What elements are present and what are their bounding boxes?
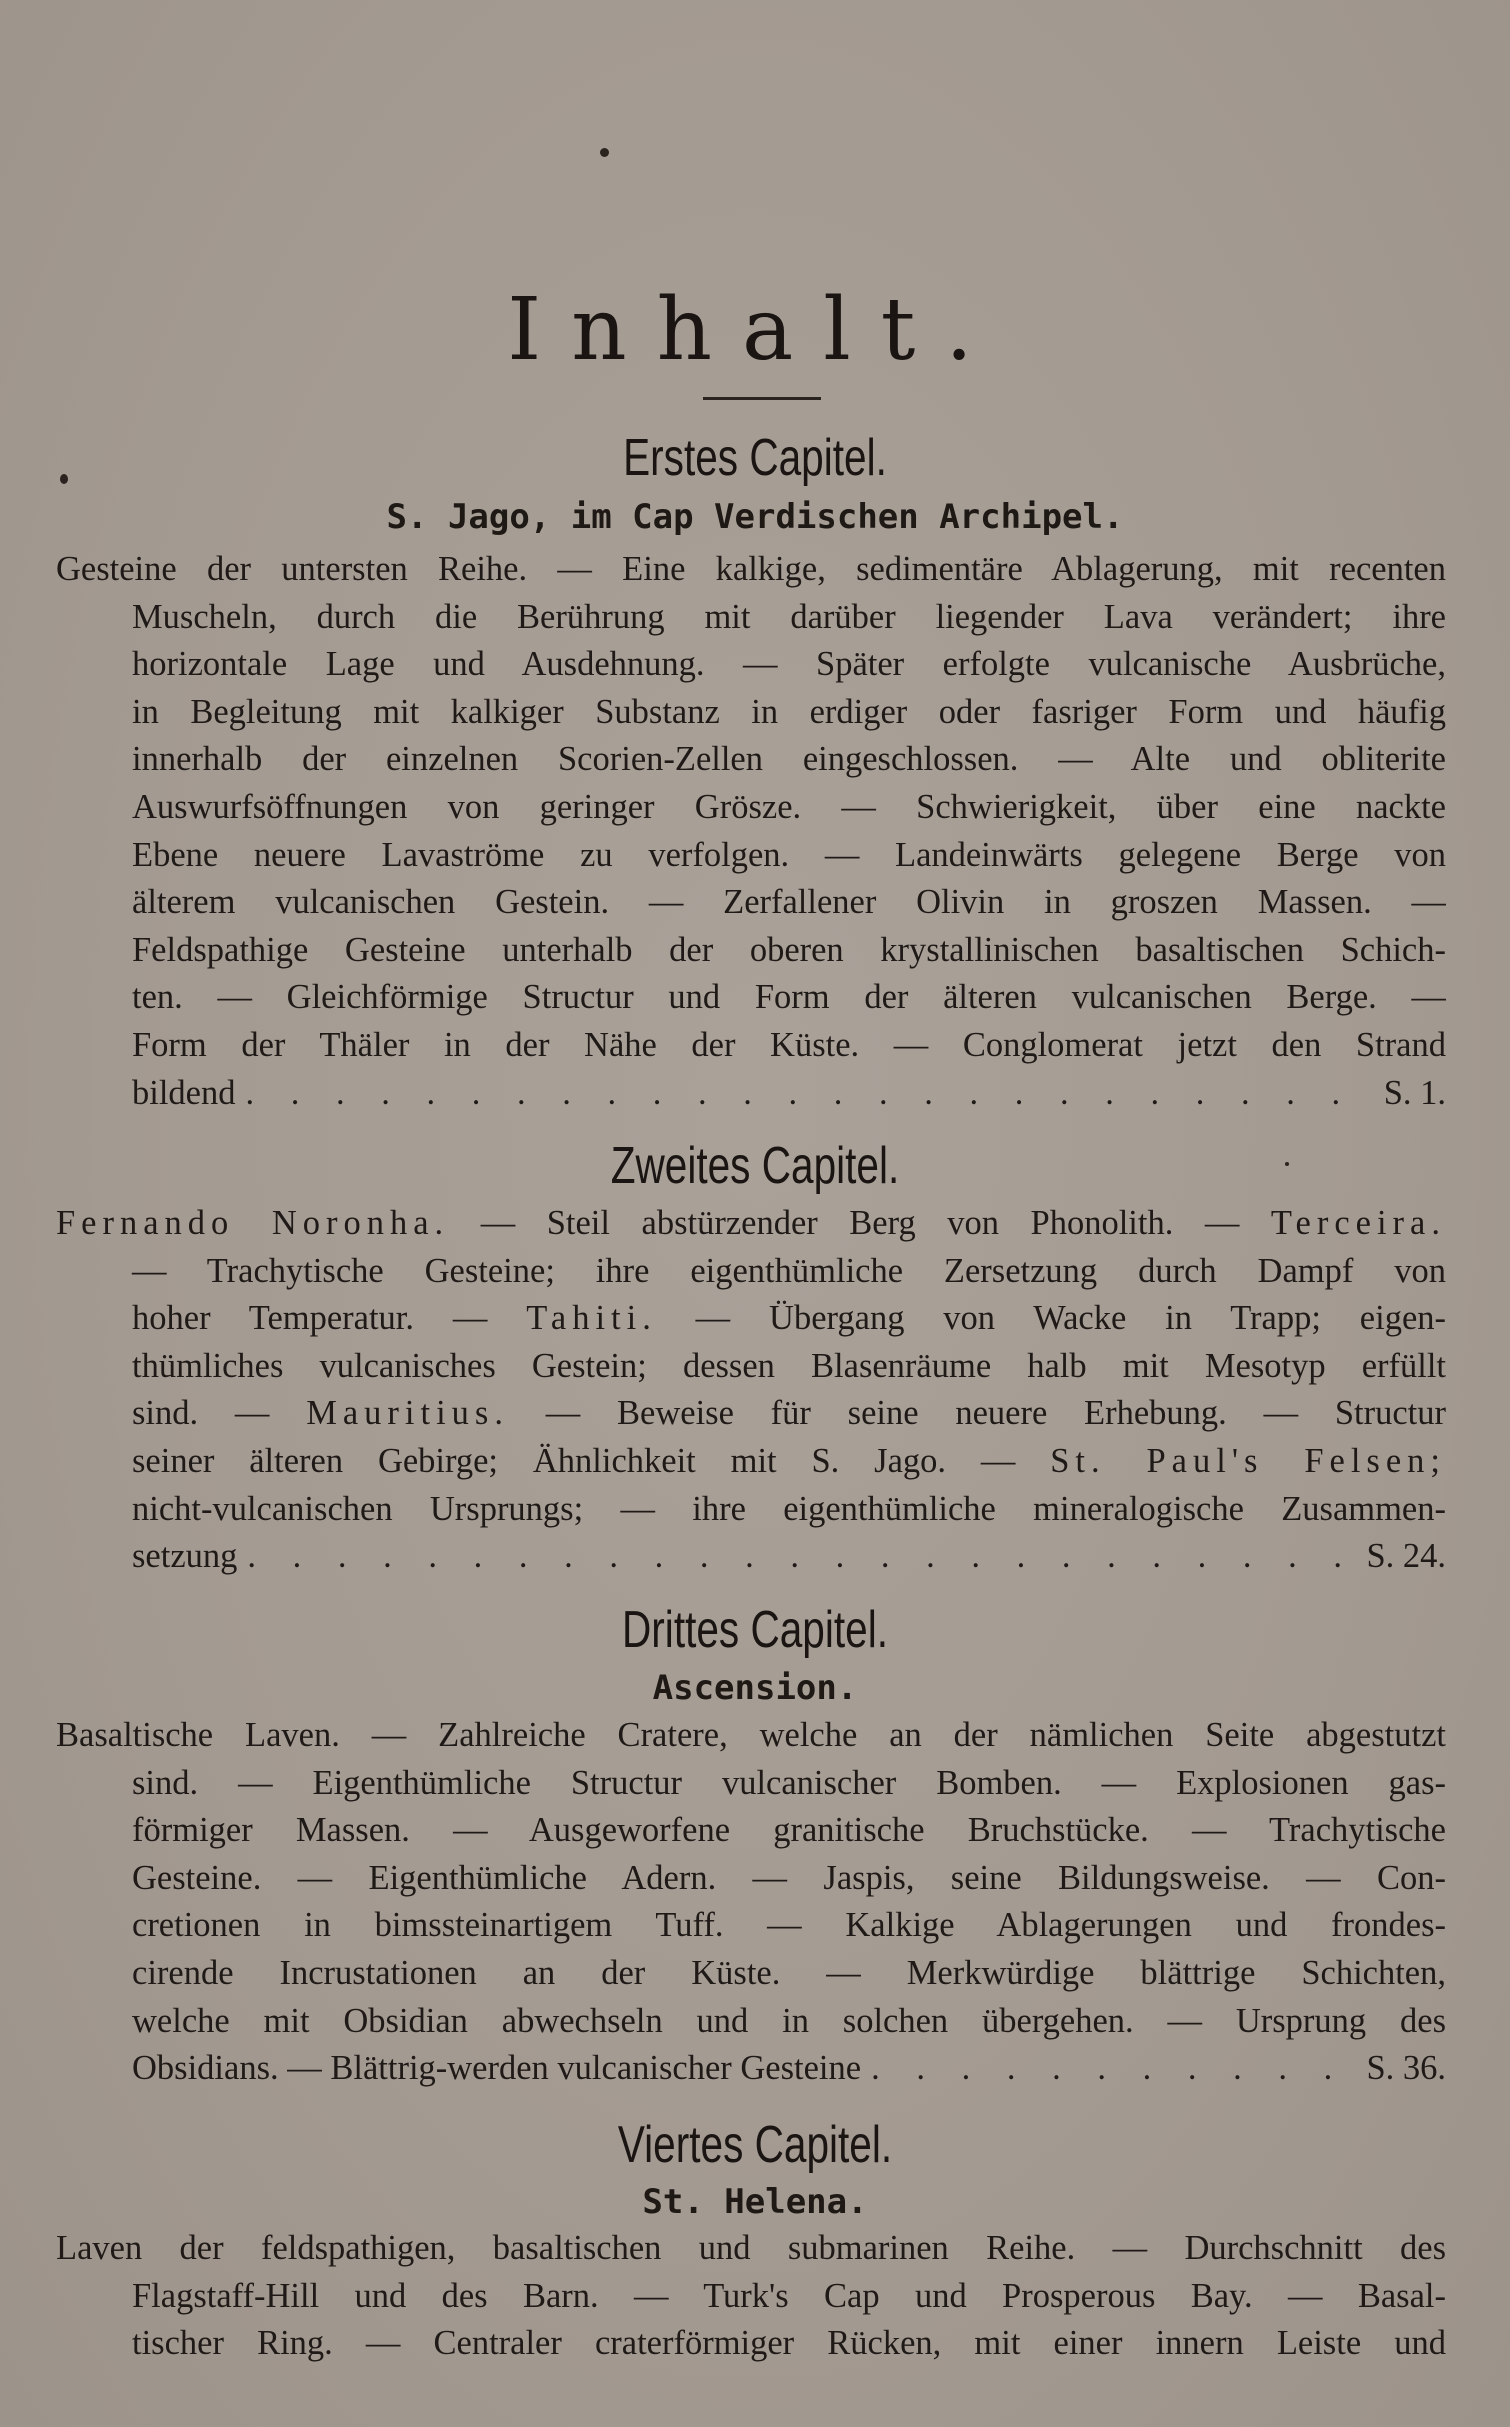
leader-line	[56, 1533, 1446, 1581]
ink-speck	[600, 148, 609, 157]
summary-line: — Trachytische Gesteine; ihre eigenthümliche Zersetzung durch Dampf von	[132, 1251, 1446, 1290]
chapter-4-summary	[56, 2225, 1446, 2368]
page-reference: S. 24.	[1366, 1537, 1446, 1576]
dot-leader	[245, 1070, 1373, 1118]
summary-line: Laven der feldspathigen, basaltischen und submarinen Reihe. — Durchschnitt des	[56, 2229, 1446, 2267]
page-reference: S. 36.	[1366, 2049, 1446, 2088]
summary-line: Obsidians. — Blättrig-werden vulcanischer Gesteine	[132, 2049, 862, 2088]
summary-line: Gesteine. — Eigenthümliche Adern. — Jaspis, seine Bildungsweise. — Con-	[132, 1858, 1446, 1897]
summary-line: setzung	[132, 1537, 238, 1576]
summary-line: sind. — Mauritius. — Beweise für seine neuere Erhebung. — Structur	[132, 1394, 1446, 1433]
summary-line: Ebene neuere Lavaströme zu verfolgen. — Landeinwärts gelegene Berge von	[132, 835, 1446, 874]
chapter-3-summary	[56, 1712, 1446, 2093]
summary-line: Auswurfsöffnungen von geringer Grösze. — Schwierigkeit, über eine nackte	[132, 787, 1446, 826]
dot-leader	[247, 1533, 1356, 1581]
summary-line: ten. — Gleichförmige Structur und Form der älteren vulcanischen Berge. —	[132, 978, 1446, 1017]
summary-line: in Begleitung mit kalkiger Substanz in erdiger oder fasriger Form und häufig	[132, 692, 1446, 731]
summary-line: Flagstaff-Hill und des Barn. — Turk's Cap und Prosperous Bay. — Basal-	[132, 2276, 1446, 2315]
summary-line: Fernando Noronha. — Steil abstürzender Berg von Phonolith. — Terceira.	[56, 1204, 1446, 1242]
summary-line: Muscheln, durch die Berührung mit darüber liegender Lava verändert; ihre	[132, 597, 1446, 636]
summary-line: tischer Ring. — Centraler craterförmiger Rücken, mit einer innern Leiste und	[132, 2324, 1446, 2363]
chapter-1-subtitle: S. Jago, im Cap Verdischen Archipel.	[386, 497, 1124, 537]
summary-line: förmiger Massen. — Ausgeworfene granitische Bruchstücke. — Trachytische	[132, 1811, 1446, 1850]
chapter-1-summary	[56, 546, 1446, 1117]
leader-line	[56, 2045, 1446, 2093]
summary-line: nicht-vulcanischen Ursprungs; — ihre eigenthümliche mineralogische Zusammen-	[132, 1489, 1446, 1528]
summary-line: seiner älteren Gebirge; Ähnlichkeit mit S. Jago. — St. Paul's Felsen;	[132, 1441, 1446, 1480]
summary-line: sind. — Eigenthümliche Structur vulcanischer Bomben. — Explosionen gas-	[132, 1763, 1446, 1802]
summary-line: Form der Thäler in der Nähe der Küste. — Conglomerat jetzt den Strand	[132, 1025, 1446, 1064]
chapter-3-subtitle: Ascension.	[652, 1668, 858, 1708]
summary-line: thümliches vulcanisches Gestein; dessen Blasenräume halb mit Mesotyp erfüllt	[132, 1346, 1446, 1385]
summary-line: Feldspathige Gesteine unterhalb der oberen krystallinischen basaltischen Schich-	[132, 930, 1446, 969]
summary-line: Basaltische Laven. — Zahlreiche Cratere, welche an der nämlichen Seite abgestutzt	[56, 1716, 1446, 1754]
leader-line	[56, 1070, 1446, 1118]
dot-leader	[871, 2045, 1356, 2093]
summary-line: Gesteine der untersten Reihe. — Eine kalkige, sedimentäre Ablagerung, mit recenten	[56, 550, 1446, 588]
summary-line: innerhalb der einzelnen Scorien-Zellen eingeschlossen. — Alte und obliterite	[132, 740, 1446, 779]
chapter-1-heading: Erstes Capitel.	[623, 429, 887, 487]
chapter-2-heading: Zweites Capitel.	[610, 1137, 900, 1195]
chapter-4-subtitle: St. Helena.	[642, 2182, 868, 2222]
summary-line: älterem vulcanischen Gestein. — Zerfallener Olivin in groszen Massen. —	[132, 883, 1446, 922]
chapter-4-heading: Viertes Capitel.	[617, 2116, 893, 2174]
page-reference: S. 1.	[1383, 1073, 1446, 1112]
title-rule	[703, 397, 821, 400]
chapter-2-summary	[56, 1200, 1446, 1581]
chapter-3-heading: Drittes Capitel.	[622, 1601, 888, 1659]
summary-line: cirende Incrustationen an der Küste. — Merkwürdige blättrige Schichten,	[132, 1953, 1446, 1992]
summary-line: welche mit Obsidian abwechseln und in solchen übergehen. — Ursprung des	[132, 2001, 1446, 2040]
summary-line: bildend	[132, 1073, 236, 1112]
page-title: Inhalt.	[507, 280, 1003, 380]
summary-line: horizontale Lage und Ausdehnung. — Später erfolgte vulcanische Ausbrüche,	[132, 645, 1446, 684]
ink-speck	[60, 474, 68, 484]
summary-line: hoher Temperatur. — Tahiti. — Übergang von Wacke in Trapp; eigen-	[132, 1299, 1446, 1338]
summary-line: cretionen in bimssteinartigem Tuff. — Kalkige Ablagerungen und frondes-	[132, 1906, 1446, 1945]
